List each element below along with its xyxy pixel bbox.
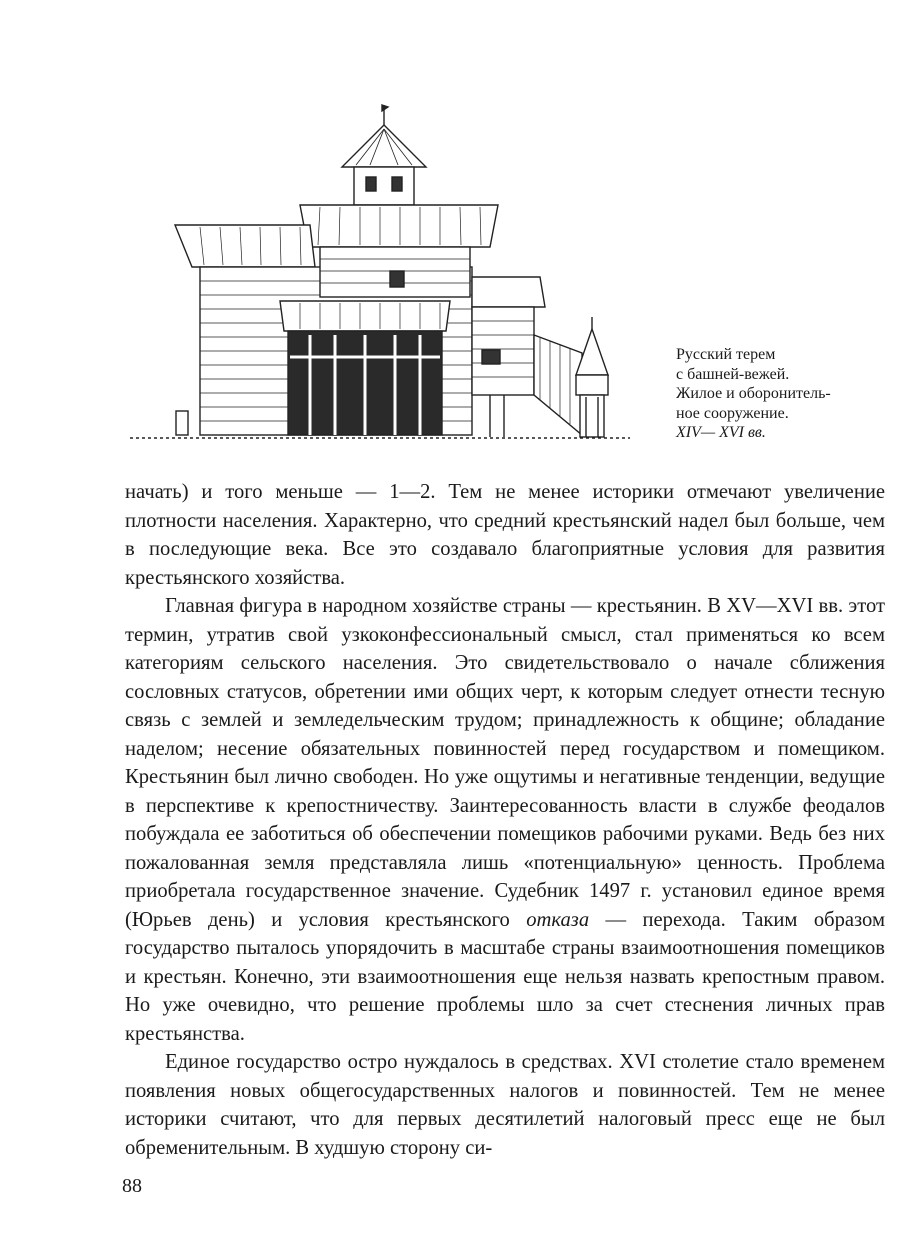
- caption-line: Русский терем: [676, 346, 776, 363]
- page-number: 88: [122, 1175, 142, 1197]
- caption-line: с башней-вежей.: [676, 365, 790, 383]
- term-otkaz: отказа: [526, 908, 590, 931]
- paragraph-3: Единое государство остро нуждалось в средствах. XVI столетие стало временем появления новых общегосударственных налогов и повинностей. Тем не менее историки считают, что для первых десятилетий налоговый пресс еще не был обременительным. В худшую сторону си-: [125, 1051, 885, 1159]
- caption-line: ное сооружение.: [676, 404, 789, 422]
- paragraph-2: [125, 592, 885, 1048]
- caption-line: Жилое и оборонитель-: [676, 385, 831, 402]
- paragraph-1: начать) и того меньше — 1—2. Тем не менее историки отмечают увеличение плотности населения. Характерно, что средний крестьянский надел был больше, чем в последующие века. Все это создавало благоприятные условия для развития крестьянского хозяйства.: [125, 481, 885, 589]
- terem-illustration: [120, 95, 640, 455]
- figure-caption: [676, 345, 906, 443]
- caption-date: XIV— XVI вв.: [676, 424, 766, 441]
- paragraph-2-part-a: Главная фигура в народном хозяйстве страны — крестьянин. В XV—XVI вв. этот термин, утратив свой узкоконфессиональный смысл, стал применяться ко всем категориям сельского населения. Это свидетельствовало о начале сближения сословных статусов, обретении ими общих черт, к которым следует отнести тесную связь с землей и земледельческим трудом; принадлежность к общине; обладание наделом; несение обязательных повинностей перед государством и помещиком. Крестьянин был лично свободен. Но уже ощутимы и негативные тенденции, ведущие в перспективе к крепостничеству. Заинтересованность власти в службе феодалов побуждала ее заботиться об обеспечении помещиков рабочими руками. Ведь без них пожалованная земля представляла лишь «потенциальную» ценность. Проблема приобретала государственное значение. Судебник 1497 г. установил единое время (Юрьев день) и условия крестьянского: [125, 595, 885, 931]
- body-text: [125, 478, 885, 1162]
- terem-drawing: [120, 95, 640, 455]
- paragraph-2-part-b: — перехода. Таким образом государство пыталось упорядочить в масштабе страны взаимоотношения помещиков и крестьян. Конечно, эти взаимоотношения еще нельзя назвать крепостным правом. Но уже очевидно, что решение проблемы шло за счет стеснения личных прав крестьянства.: [125, 908, 885, 1045]
